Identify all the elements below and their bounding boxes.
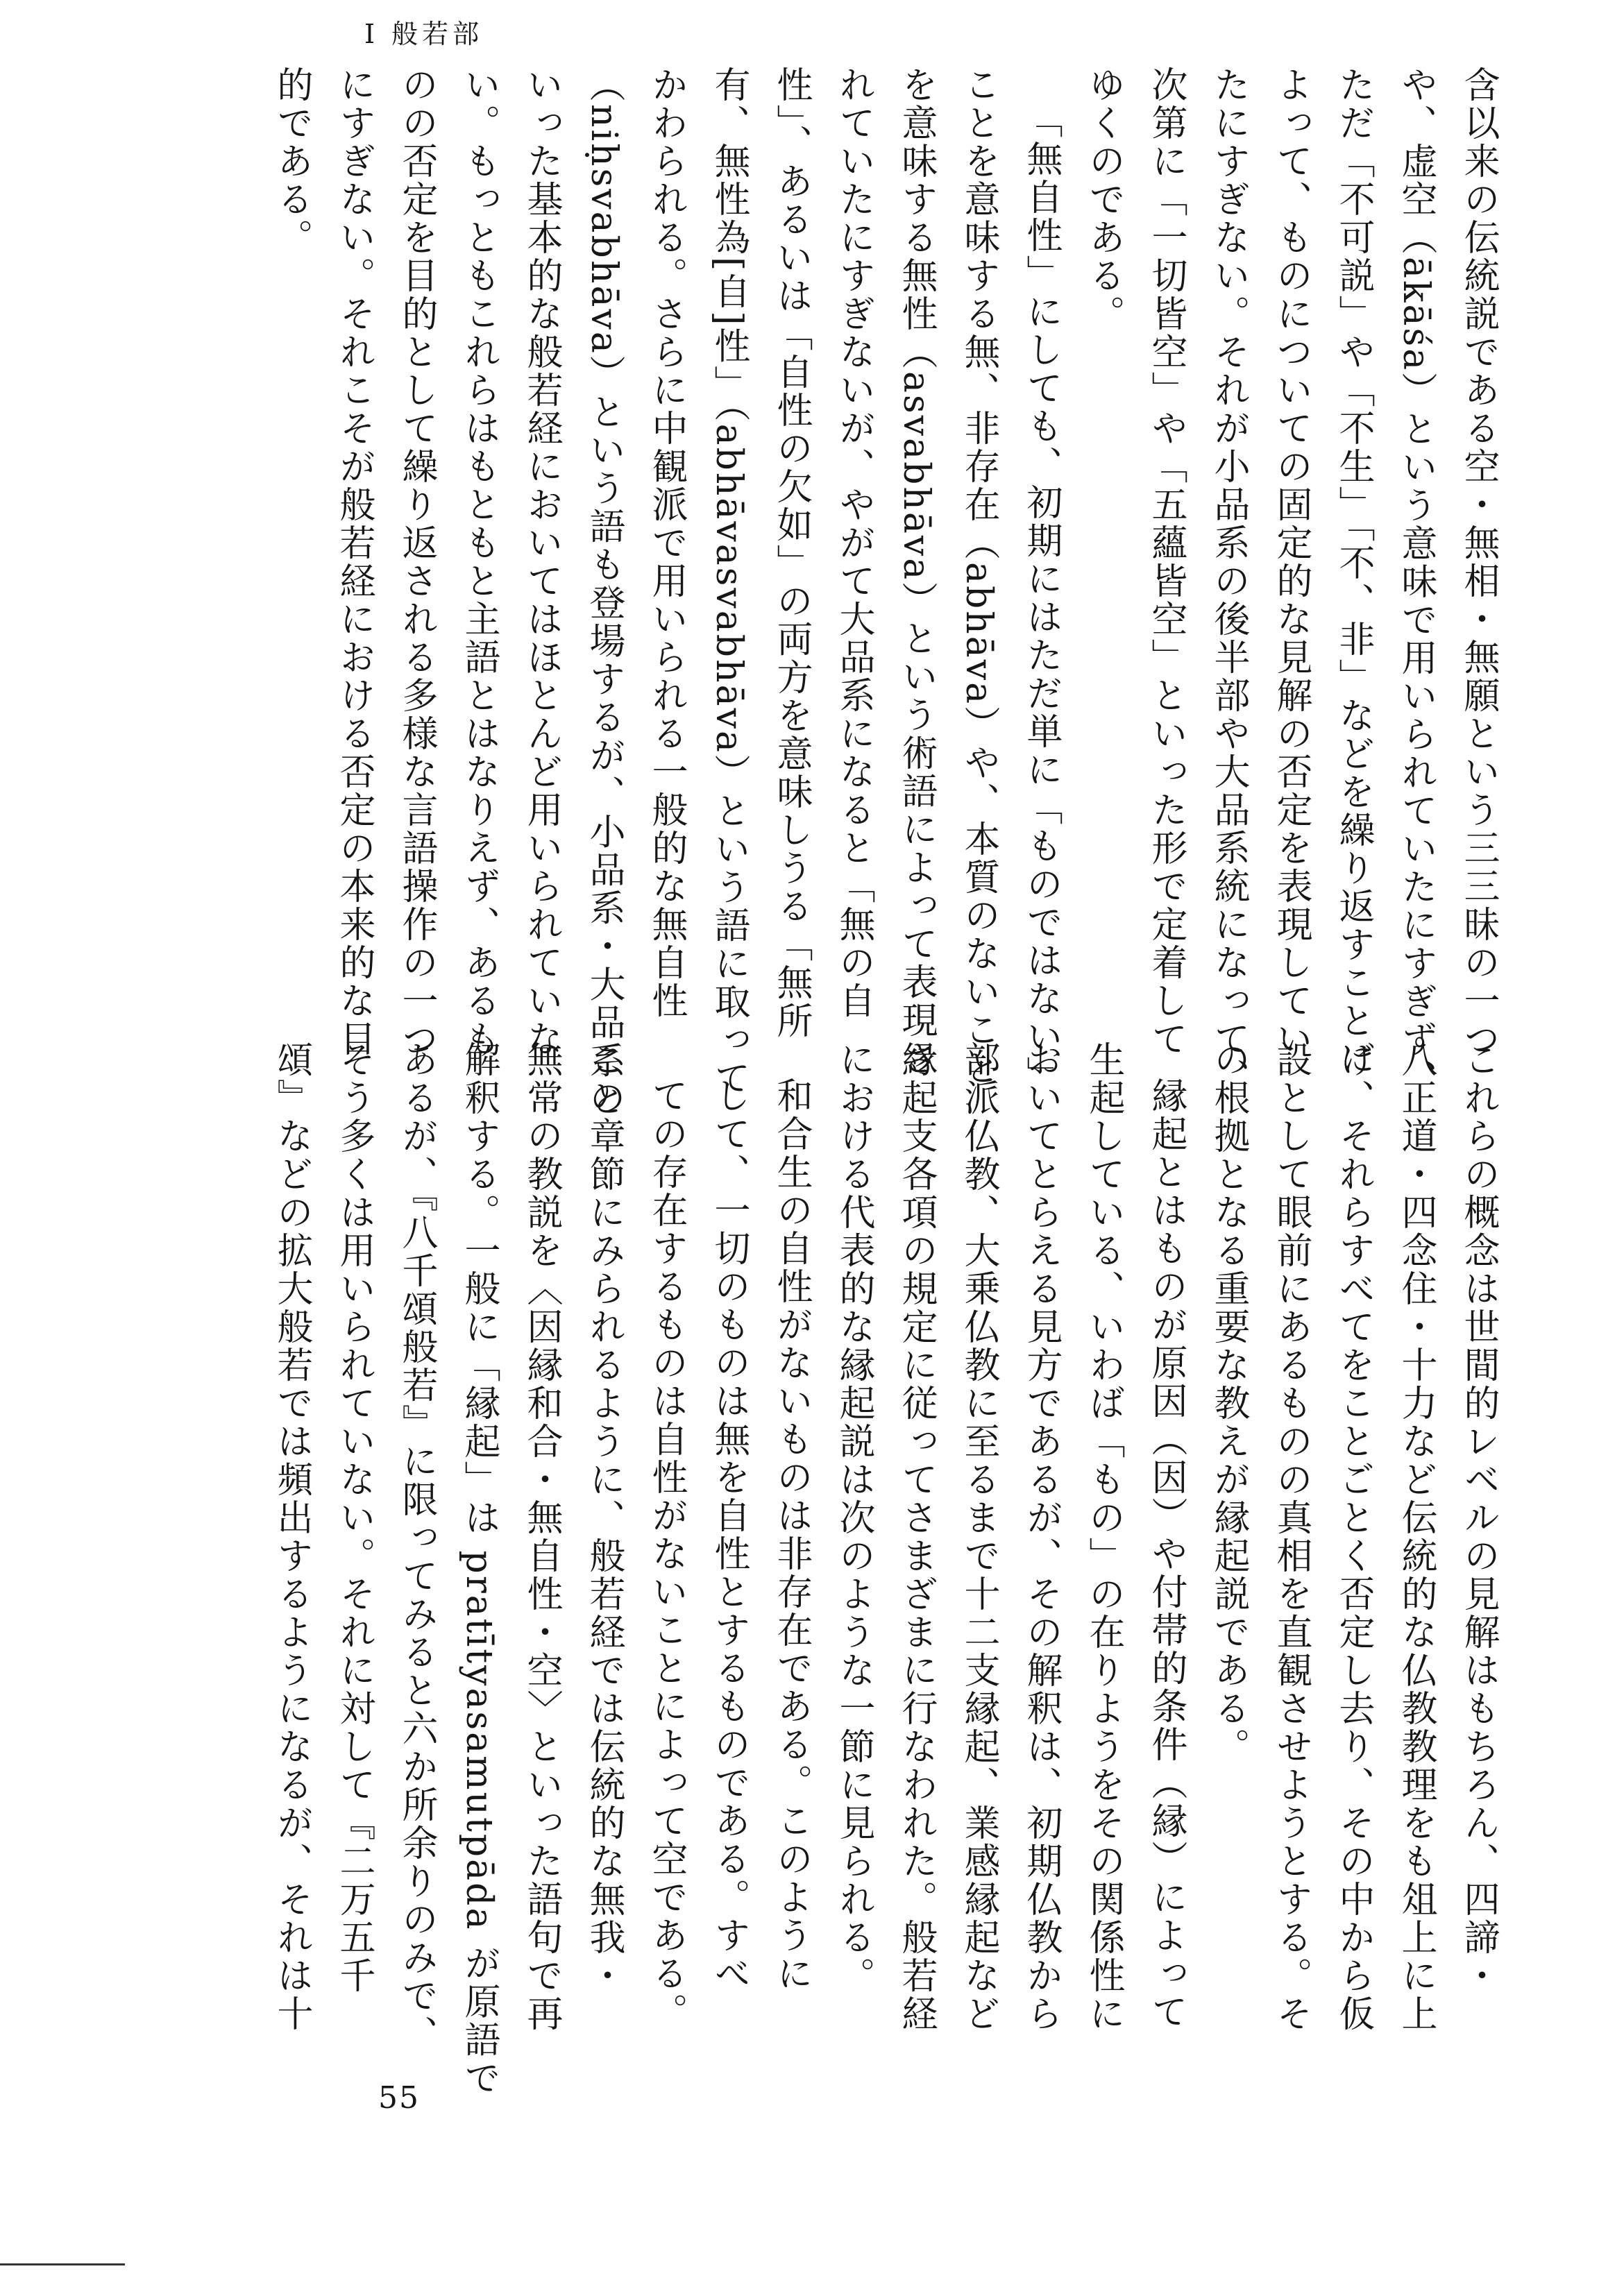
running-header: Ⅰ 般若部 (364, 19, 484, 49)
text-line: ての存在するものは自性がないことによって空である。 (645, 1077, 687, 2031)
text-line: 生起している、いわば「もの」の在りようをその関係性に (1083, 1041, 1124, 2033)
text-line: における代表的な縁起説は次のような一節に見られる。 (833, 1041, 874, 1995)
text-line: そう多くは用いられていない。それに対して『二万五千 (333, 1041, 375, 1995)
text-line: 「無自性」にしても、初期にはただ単に「ものではない」 (1020, 102, 1062, 1094)
text-line: 和合生の自性がないものは非存在である。このように (770, 1077, 812, 1993)
text-line: たにすぎない。それが小品系の後半部や大品系統になって、 (1208, 66, 1249, 1096)
upper-text-block (260, 66, 1509, 1119)
text-line: にすぎない。それこそが般若経における否定の本来的な目 (333, 66, 375, 1058)
text-line: 部派仏教、大乗仏教に至るまで十二支縁起、業感縁起など (958, 1041, 999, 2033)
text-line: あるが、『八千頌般若』に限ってみると六か所余りのみで、 (396, 1041, 437, 2053)
text-line: 次第に「一切皆空」や「五蘊皆空」といった形で定着して (1145, 66, 1187, 1058)
footer-rule (0, 2263, 125, 2265)
text-line: 設として眼前にあるものの真相を直観させようとする。そ (1270, 1041, 1312, 2033)
text-line: れていたにすぎないが、やがて大品系になると「無の自 (833, 66, 874, 1020)
text-line: 頌』などの拡大般若では頻出するようになるが、それは十 (271, 1041, 312, 2033)
text-line: 有、無性為[自]性」（abhāvasvabhāva）という語に取って (708, 66, 750, 1098)
text-line: い。もっともこれらはもともと主語とはなりえず、あるも (458, 66, 500, 1058)
text-line: のの否定を目的として繰り返される多様な言語操作の一つ (396, 66, 437, 1058)
text-line: 縁起とはものが原因（因）や付帯的条件（縁）によって (1145, 1077, 1187, 2031)
text-line: 性」、あるいは「自性の欠如」の両方を意味しうる「無所 (770, 66, 812, 1040)
text-line: 無常の教説を〈因縁和合・無自性・空〉といった語句で再 (521, 1041, 562, 2033)
text-line: 八正道・四念住・十力など伝統的な仏教教理をも俎上に上 (1395, 1041, 1437, 2033)
text-line: 解釈する。一般に「縁起」は pratītyasamutpāda が原語で (458, 1041, 500, 2098)
text-line: いった基本的な般若経においてはほとんど用いられていな (521, 66, 562, 1058)
text-line: げ、それらすべてをことごとく否定し去り、その中から仮 (1333, 1041, 1374, 2033)
text-line: この章節にみられるように、般若経では伝統的な無我・ (583, 1041, 625, 1995)
text-line: を意味する無性（asvabhāva）という術語によって表現さ (895, 66, 937, 1078)
text-line: よって、ものについての固定的な見解の否定を表現してい (1270, 66, 1312, 1058)
text-line: これらの概念は世間的レベルの見解はもちろん、四諦・ (1457, 1041, 1499, 1995)
text-line: （niḥsvabhāva）という語も登場するが、小品系・大品系と (583, 66, 625, 1119)
text-line: おいてとらえる見方であるが、その解釈は、初期仏教から (1020, 1041, 1062, 2033)
text-line: して、一切のものは無を自性とするものである。すべ (708, 1077, 750, 1993)
text-line: 縁起支各項の規定に従ってさまざまに行なわれた。般若経 (895, 1041, 937, 2033)
text-line: かわられる。さらに中観派で用いられる一般的な無自性 (645, 66, 687, 1020)
text-line: ただ「不可説」や「不生」「不、非」などを繰り返すことに (1333, 66, 1374, 1078)
text-line: 含以来の伝統説である空・無相・無願という三三昧の一つ (1457, 66, 1499, 1058)
text-line: の根拠となる重要な教えが縁起説である。 (1208, 1041, 1249, 1766)
page-number: 55 (378, 2080, 420, 2116)
text-line: 的である。 (271, 66, 312, 257)
text-line: ゆくのである。 (1083, 66, 1124, 333)
text-line: ことを意味する無、非存在（abhāva）や、本質のないこと (958, 66, 999, 1088)
text-line: や、虚空（ākāśa）という意味で用いられていたにすぎず、 (1395, 66, 1437, 1098)
